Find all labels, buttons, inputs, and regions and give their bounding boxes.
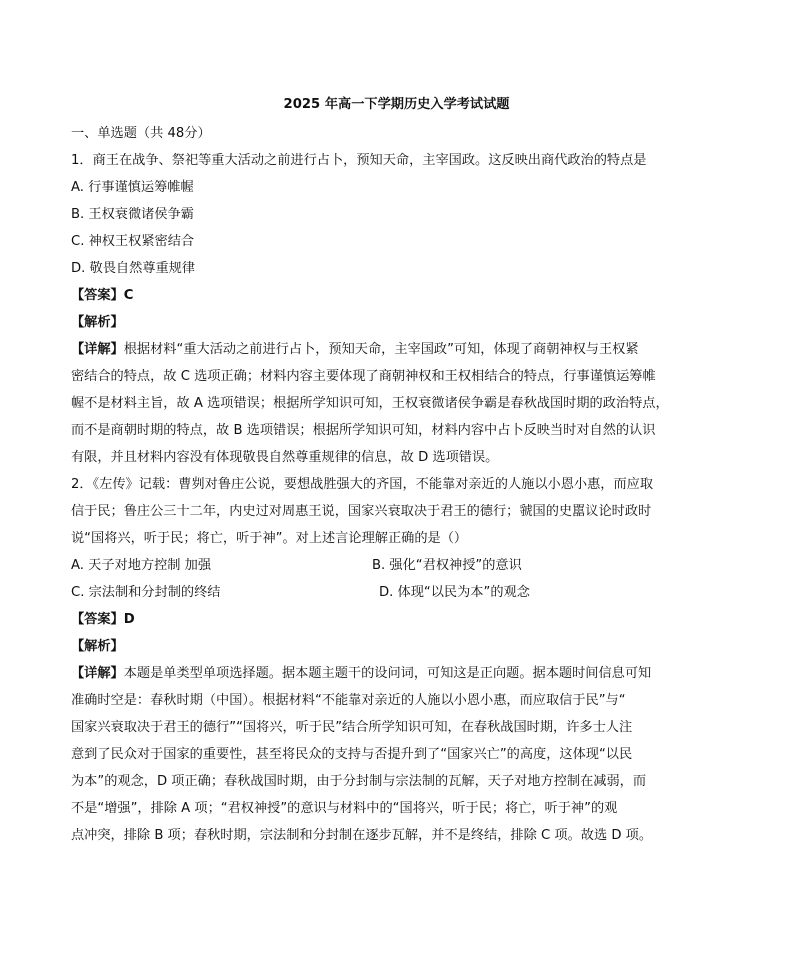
question-2-stem-line-2: 信于民；鲁庄公三十二年，内史过对周惠王说，国家兴衰取决于君王的德行；虢国的史嚚议论时政时: [71, 504, 652, 519]
question-2-option-d: D. 体现“以民为本”的观念: [379, 585, 530, 600]
question-2-detail-line-2: 准确时空是：春秋时期（中国）。根据材料“不能靠对亲近的人施以小恩小惠，而应取信于民”与“: [71, 693, 626, 708]
question-1-detail-line-1: [71, 336, 723, 363]
detail-text: 根据材料“重大活动之前进行占卜，预知天命，主宰国政”可知，体现了商朝神权与王权紧: [123, 342, 639, 357]
question-2-options-row-2: [71, 579, 723, 606]
question-1-detail-line-5: 有限，并且材料内容没有体现敬畏自然尊重规律的信息，故 D 选项错误。: [71, 450, 499, 465]
question-2-detail-line-3: 国家兴衰取决于君王的德行”“国将兴，听于民”结合所学知识可知，在春秋战国时期，许多士人注: [71, 720, 633, 735]
detail-text: 本题是单类型单项选择题。据本题主题干的设问词，可知这是正向题。据本题时间信息可知: [123, 666, 652, 681]
answer-tag: 【答案】: [71, 288, 124, 303]
question-2-option-a: A. 天子对地方控制 加强: [71, 558, 212, 573]
question-1-detail-line-2: 密结合的特点，故 C 选项正确；材料内容主要体现了商朝神权和王权相结合的特点，行事谨慎运筹帷: [71, 369, 656, 384]
question-1-answer-line: [71, 282, 723, 309]
question-1-option-b: B. 王权衰微诸侯争霸: [71, 207, 194, 222]
detail-tag: 【详解】: [71, 666, 124, 681]
question-2-detail-line-1: [71, 660, 723, 687]
question-2-detail-line-7: 点冲突，排除 B 项；春秋时期，宗法制和分封制在逐步瓦解，并不是终结，排除 C 项。故选 D 项。: [71, 828, 653, 843]
question-1-detail-line-4: 而不是商朝时期的特点，故 B 选项错误；根据所学知识可知，材料内容中占卜反映当时对自然的认识: [71, 423, 656, 438]
section-heading: 一、单选题（共 48分）: [71, 126, 211, 141]
question-2-answer: D: [123, 612, 135, 627]
question-2-options-row-1: [71, 552, 723, 579]
detail-tag: 【详解】: [71, 342, 124, 357]
question-2-option-b: B. 强化“君权神授”的意识: [372, 558, 522, 573]
question-1-option-c: C. 神权王权紧密结合: [71, 234, 195, 249]
question-2-analysis-line: [71, 633, 723, 660]
question-2-stem-line-1: 2．《左传》记载：曹刿对鲁庄公说，要想战胜强大的齐国，不能靠对亲近的人施以小恩小惠，而应取: [71, 477, 654, 492]
analysis-tag: 【解析】: [71, 315, 124, 330]
question-2-detail-line-4: 意到了民众对于国家的重要性，甚至将民众的支持与否提升到了“国家兴亡”的高度，这体现“以民: [71, 747, 633, 762]
document-title: 2025 年高一下学期历史入学考试试题: [283, 97, 510, 112]
answer-tag: 【答案】: [71, 612, 124, 627]
question-2-detail-line-5: 为本”的观念，D 项正确；春秋战国时期，由于分封制与宗法制的瓦解，天子对地方控制在减弱，而: [71, 774, 647, 789]
question-2-detail-line-6: 不是“增强”，排除 A 项；“君权神授”的意识与材料中的“国将兴，听于民；将亡，听于神”的观: [71, 801, 618, 816]
question-1-analysis-line: [71, 309, 723, 336]
document-content: [71, 120, 723, 849]
question-2-answer-line: [71, 606, 723, 633]
analysis-tag: 【解析】: [71, 639, 124, 654]
question-2-option-c: C. 宗法制和分封制的终结: [71, 585, 221, 600]
question-1-option-a: A. 行事谨慎运筹帷幄: [71, 180, 194, 195]
question-1-option-d: D. 敬畏自然尊重规律: [71, 261, 196, 276]
question-1-detail-line-3: 幄不是材料主旨，故 A 选项错误；根据所学知识可知，王权衰微诸侯争霸是春秋战国时期的政治特点，: [71, 396, 669, 411]
question-2-stem-line-3: 说“国将兴，听于民；将亡，听于神”。对上述言论理解正确的是（）: [71, 531, 468, 546]
question-1-answer: C: [123, 288, 134, 303]
question-1-stem: 1．商王在战争、祭祀等重大活动之前进行占卜，预知天命，主宰国政。这反映出商代政治的特点是: [71, 153, 647, 168]
